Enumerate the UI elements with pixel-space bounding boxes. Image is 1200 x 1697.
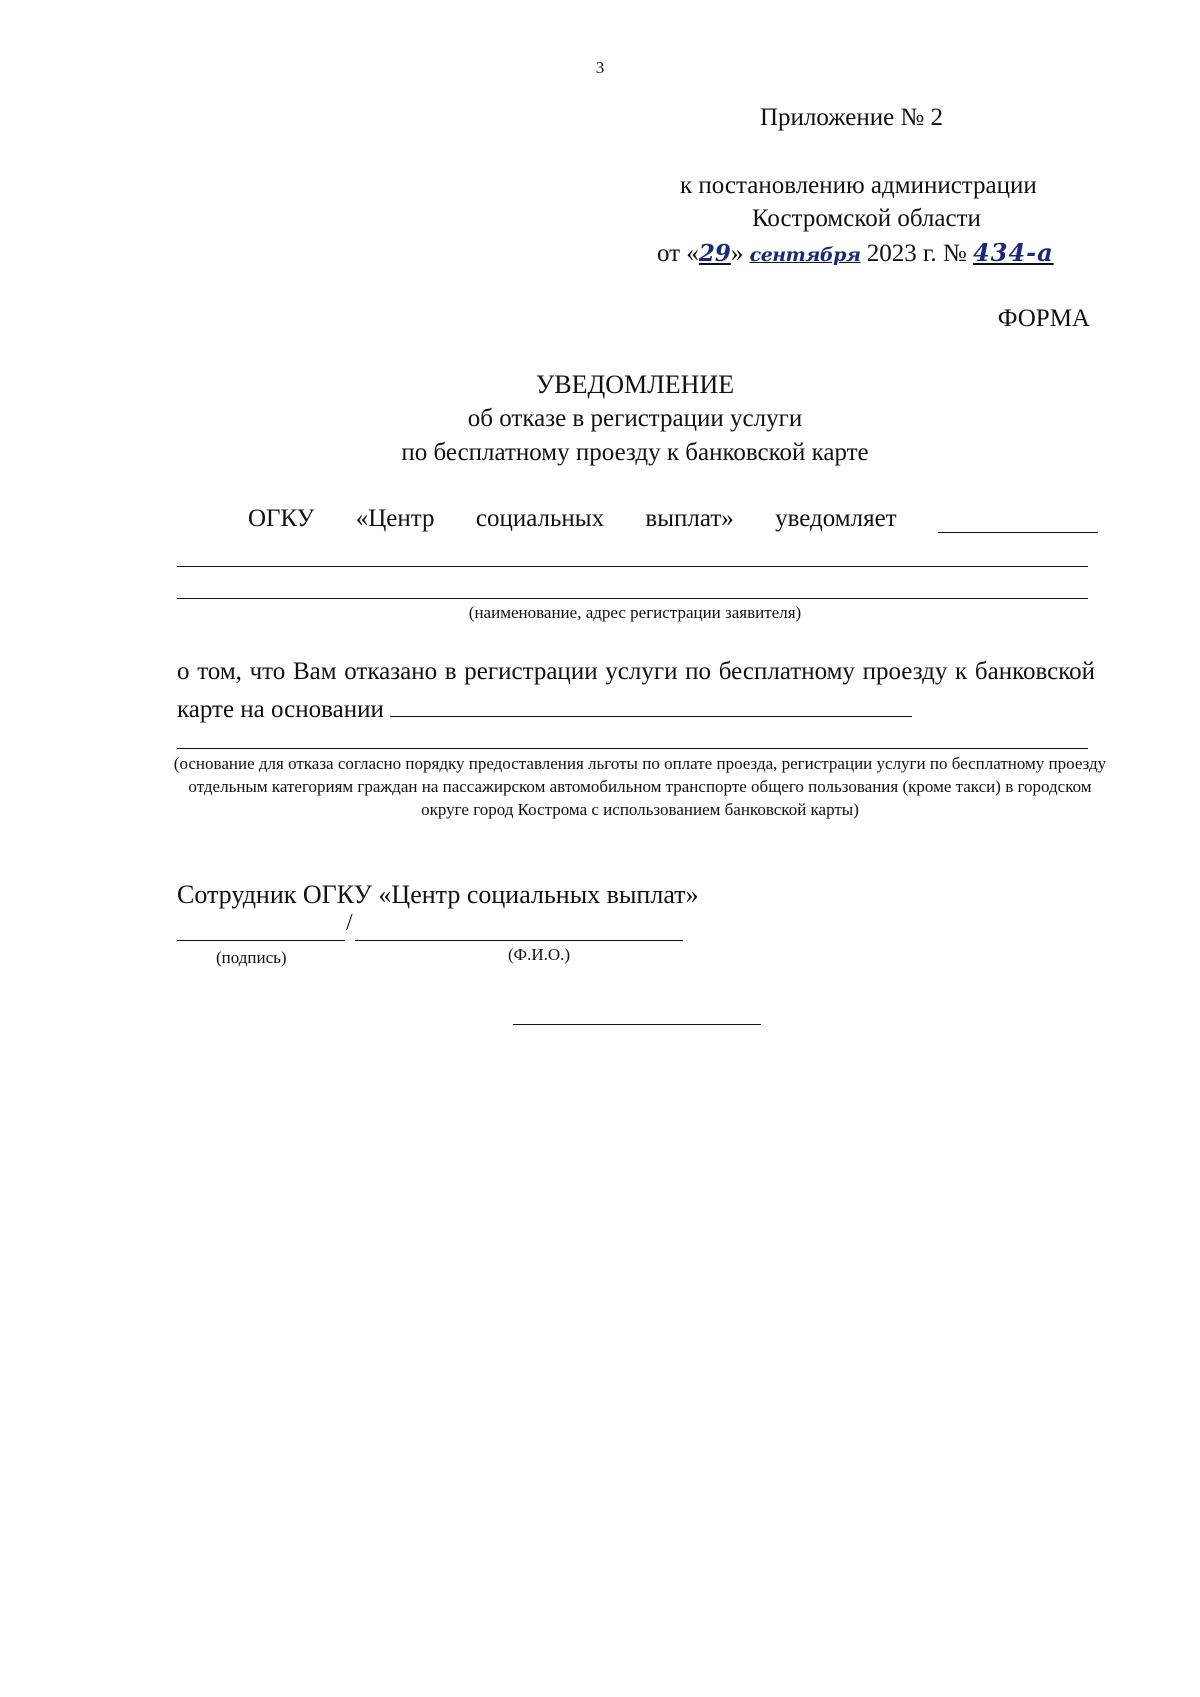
handwritten-month: сентября xyxy=(749,244,861,266)
document-title: УВЕДОМЛЕНИЕ xyxy=(535,370,735,399)
refusal-text-body: о том, что Вам отказано в регистрации услуги по бесплатному проезду к банковской карте на основании xyxy=(177,658,1095,723)
end-divider xyxy=(513,1024,761,1025)
date-prefix: от « xyxy=(657,240,699,267)
page-number: 3 xyxy=(595,58,605,77)
form-label: ФОРМА xyxy=(997,305,1090,332)
notifies-word: «Центр xyxy=(355,505,435,532)
document-subtitle-line1: об отказе в регистрации услуги xyxy=(467,405,803,432)
notifies-word: уведомляет xyxy=(775,505,897,532)
name-blank-line[interactable] xyxy=(355,940,683,941)
basis-caption: (основание для отказа согласно порядку предоставления льготы по оплате проезда, регистрации услуги по бесплатному проезду отдельным категориям граждан на пассажирском автомобильном транспорте общего пользования (кроме такси) в городском округе город Кострома с использованием банковской карты) xyxy=(173,754,1107,819)
notifies-line xyxy=(248,505,1098,533)
notifies-word: выплат» xyxy=(645,505,734,532)
employee-label: Сотрудник ОГКУ «Центр социальных выплат» xyxy=(177,880,699,909)
notifies-word: ОГКУ xyxy=(248,505,315,532)
applicant-blank-line-2[interactable] xyxy=(177,566,1088,567)
basis-blank-line-2[interactable] xyxy=(177,748,1088,749)
signature-caption: (подпись) xyxy=(216,948,287,967)
decree-reference-line2: Костромской области xyxy=(752,205,981,232)
basis-blank-field[interactable] xyxy=(390,696,912,717)
applicant-blank-line-3[interactable] xyxy=(177,598,1088,599)
handwritten-decree-number: 434-а xyxy=(973,238,1054,267)
date-quote-close: » xyxy=(730,240,744,267)
decree-reference-line1: к постановлению администрации xyxy=(680,172,1037,199)
refusal-text xyxy=(177,653,1095,729)
handwritten-day: 29 xyxy=(698,240,731,267)
applicant-blank-field[interactable] xyxy=(938,510,1098,533)
signature-blank-line[interactable] xyxy=(177,940,345,941)
applicant-caption: (наименование, адрес регистрации заявителя) xyxy=(468,603,802,622)
document-subtitle-line2: по бесплатному проезду к банковской карте xyxy=(401,439,869,466)
decree-date-line xyxy=(657,238,1054,268)
notifies-word: социальных xyxy=(475,505,605,532)
date-year: 2023 г. № xyxy=(866,240,967,267)
signature-separator: / xyxy=(346,910,353,936)
appendix-label: Приложение № 2 xyxy=(760,104,944,131)
name-caption: (Ф.И.О.) xyxy=(508,945,571,964)
